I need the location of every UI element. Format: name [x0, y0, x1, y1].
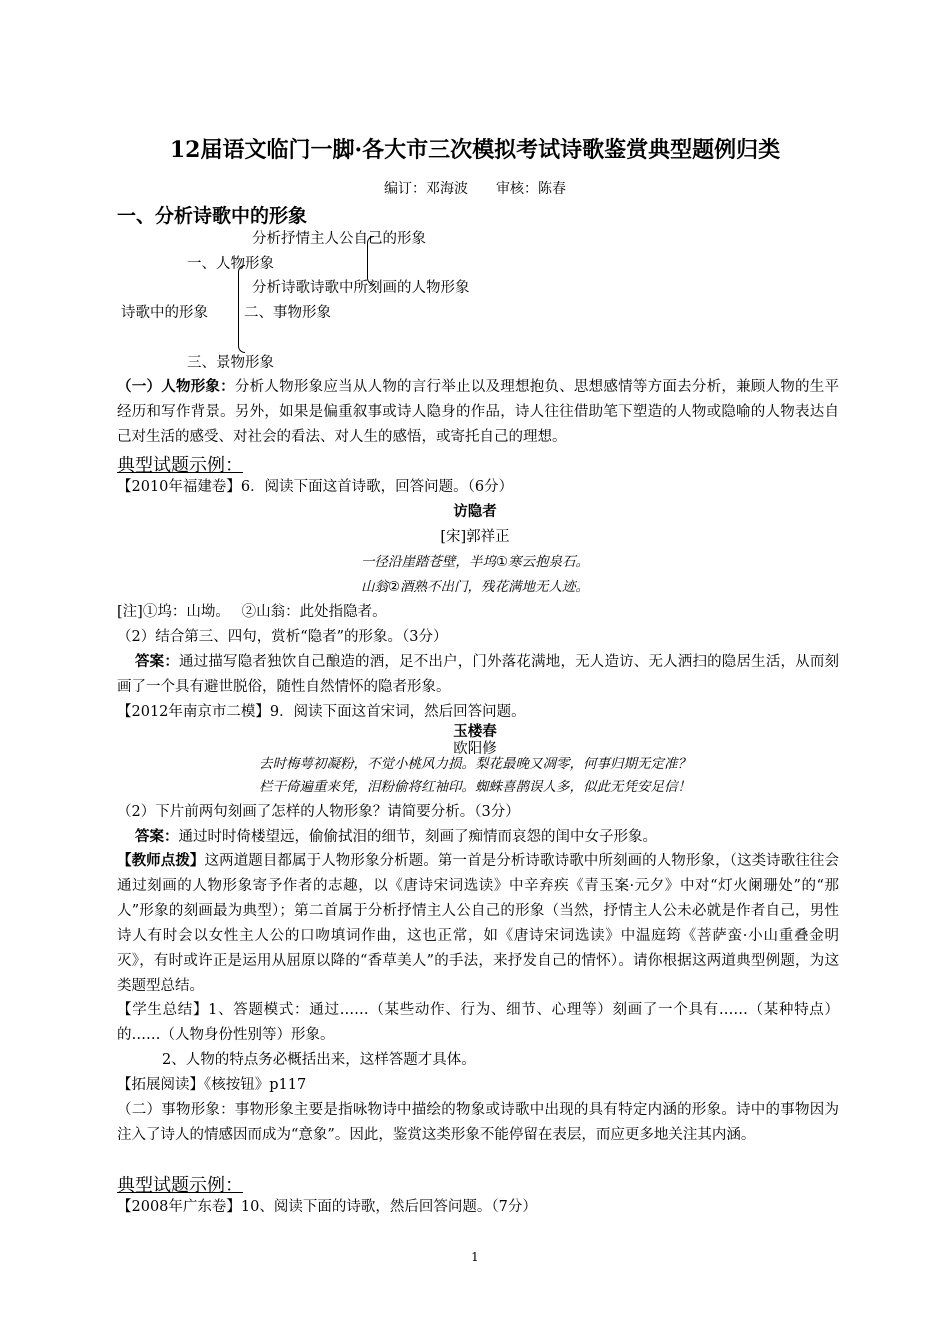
answer-2-text: 通过时时倚楼望远，偷偷拭泪的细节，刻画了痴情而哀怨的闺中女子形象。	[178, 829, 657, 845]
poem2-title: 玉楼春	[453, 724, 497, 740]
example-heading-2: 典型试题示例：	[117, 1175, 243, 1196]
answer-1-text: 通过描写隐者独饮自己酿造的酒，足不出户，门外落花满地，无人造访、无人洒扫的隐居生活，从而刻画了一个具有避世脱俗，随性自然情怀的隐者形象。	[117, 654, 840, 695]
answer-2-label: 答案：	[135, 829, 179, 845]
diagram-branch-thing: 二、事物形象	[244, 305, 331, 321]
question-header-2: 【2012年南京市二模】9．阅读下面这首宋词，然后回答问题。	[117, 704, 526, 720]
question-header-3: 【2008年广东卷】10、阅读下面的诗歌，然后回答问题。（7分）	[117, 1199, 537, 1215]
answer-2	[117, 825, 839, 850]
question-header-1: 【2010年福建卷】6．阅读下面这首诗歌，回答问题。（6分）	[117, 479, 514, 495]
person-intro-text: 分析人物形象应当从人物的言行举止以及理想抱负、思想感情等方面去分析，兼顾人物的生平经历和写作背景。另外，如果是偏重叙事或诗人隐身的作品，诗人往往借助笔下塑造的人物或隐喻的人物表达自己对生活的感受、对社会的看法、对人生的感悟，或寄托自己的理想。	[117, 379, 840, 445]
student-summary-point-2: 2、人物的特点务必概括出来，这样答题才具体。	[162, 1052, 476, 1068]
poem2-author: 欧阳修	[453, 741, 497, 757]
page-number: 1	[471, 1250, 479, 1264]
thing-intro-text: 事物形象主要是指咏物诗中描绘的物象或诗歌中出现的具有特定内涵的形象。诗中的事物因为注入了诗人的情感因而成为“意象”。因此，鉴赏这类形象不能停留在表层，而应更多地关注其内涵。	[117, 1102, 840, 1143]
poem1-author: [宋]郭祥正	[440, 529, 510, 545]
example-heading: 典型试题示例：	[117, 455, 243, 476]
poem1-line-2: 山翁②酒熟不出门，残花满地无人迹。	[360, 579, 590, 595]
thing-intro-label: （二）事物形象：	[117, 1102, 235, 1118]
page-title: 12届语文临门一脚·各大市三次模拟考试诗歌鉴赏典型题例归类	[169, 137, 781, 163]
student-summary: 【学生总结】1、答题模式：通过……（某些动作、行为、细节、心理等）刻画了一个具有……（某种特点）的……（人物身份性别等）形象。	[117, 1002, 839, 1043]
question-2-sub: （2）下片前两句刻画了怎样的人物形象？请简要分析。（3分）	[117, 804, 520, 820]
teacher-note-text: 这两道题目都属于人物形象分析题。第一首是分析诗歌诗歌中所刻画的人物形象，（这类诗歌往往会通过刻画的人物形象寄予作者的志趣，以《唐诗宋词选读》中辛弃疾《青玉案·元夕》中对“灯火阑珊处”的“那人”形象的刻画最为典型）；第二首属于分析抒情主人公自己的形象（当然，抒情主人公未必就是作者自己，男性诗人有时会以女性主人公的口吻填词作曲，这也正常，如《唐诗宋词选读》中温庭筠《菩萨蛮·小山重叠金明灭》，有时或许正是运用从屈原以降的“香草美人”的手法，来抒发自己的情怀）。请你根据这两道典型例题，为这类题型总结。	[117, 853, 840, 994]
poem2-line-1: 去时梅萼初凝粉，不觉小桃风力损。梨花最晚又凋零，何事归期无定准？	[259, 756, 691, 772]
answer-1	[117, 650, 839, 700]
answer-1-label: 答案：	[135, 654, 180, 670]
teacher-note-label: 【教师点拨】	[117, 853, 205, 869]
diagram-branch-scene: 三、景物形象	[187, 355, 274, 371]
diagram-root: 诗歌中的形象	[121, 305, 208, 321]
poem1-title: 访隐者	[453, 504, 497, 520]
person-intro-label: （一）人物形象：	[117, 379, 235, 395]
extended-reading: 【拓展阅读】《核按钮》p117	[117, 1077, 307, 1093]
diagram-brace-main	[238, 265, 245, 353]
diagram-brace-sub	[367, 236, 374, 285]
poem1-line-1: 一径沿崖踏苍壁，半坞①寒云抱泉石。	[360, 554, 590, 570]
person-intro-paragraph	[117, 375, 839, 450]
poem1-note: [注]①坞：山坳。 ②山翁：此处指隐者。	[117, 604, 387, 620]
thing-intro-paragraph	[117, 1098, 839, 1148]
diagram-branch-person: 一、人物形象	[187, 256, 274, 272]
diagram-sub-depicted-person: 分析诗歌诗歌中所刻画的人物形象	[252, 280, 470, 296]
byline: 编订：邓海波 审核：陈春	[384, 181, 566, 197]
teacher-note	[117, 849, 839, 999]
poem2-line-2: 栏干倚遍重来凭，泪粉偷将红袖印。蜘蛛喜鹊误人多，似此无凭安足信！	[259, 779, 691, 795]
diagram-sub-lyric-subject: 分析抒情主人公自己的形象	[252, 231, 426, 247]
section-heading: 一、分析诗歌中的形象	[117, 205, 308, 227]
question-1-sub: （2）结合第三、四句，赏析“隐者”的形象。（3分）	[117, 629, 448, 645]
